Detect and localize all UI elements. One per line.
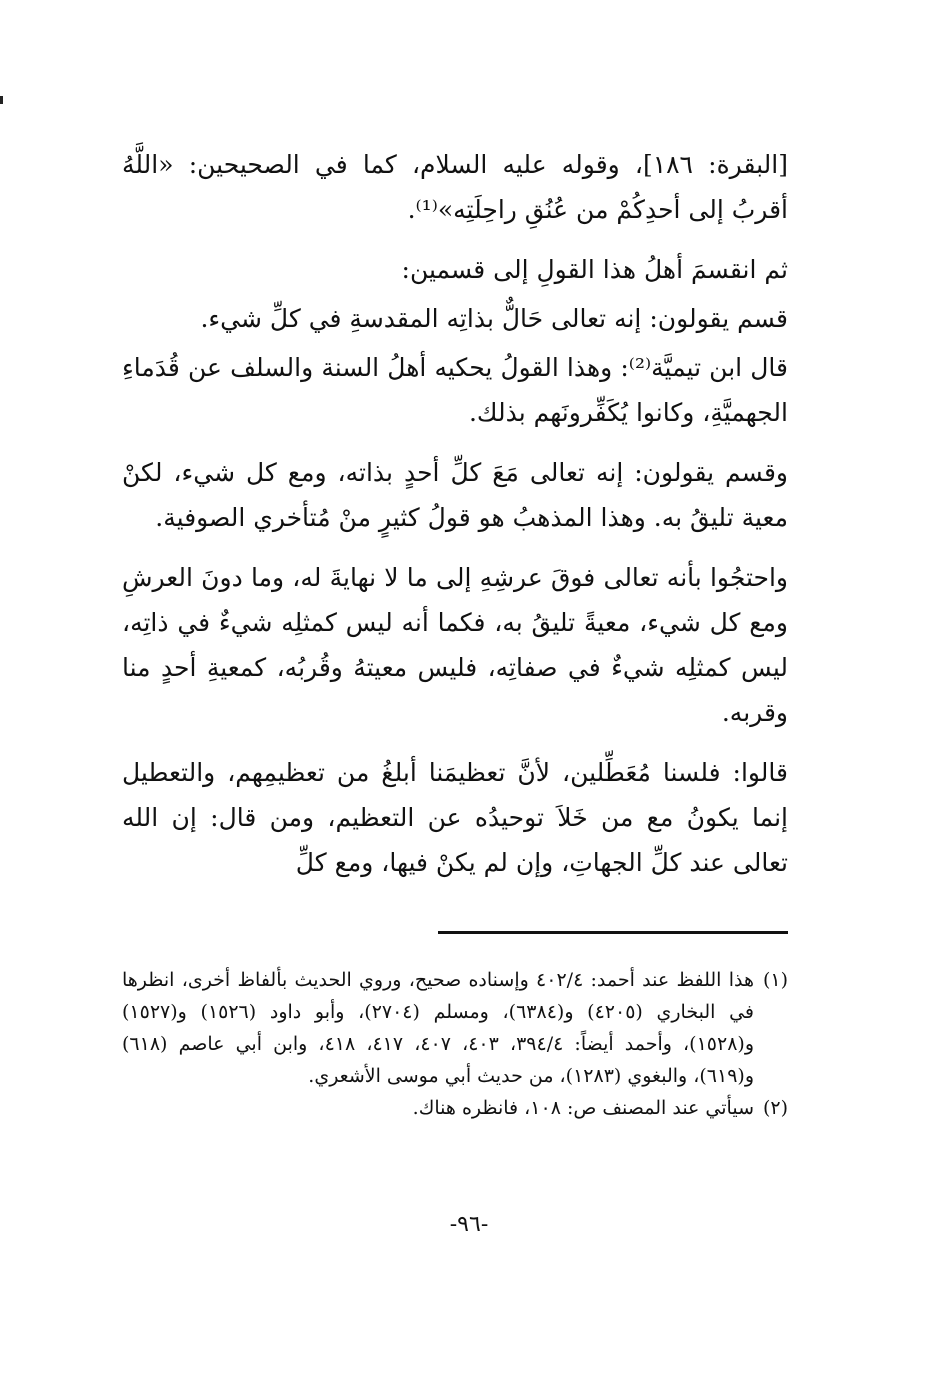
footnote-divider [438, 931, 788, 934]
main-text [122, 142, 788, 900]
footnote-text: سيأتي عند المصنف ص: ١٠٨، فانظره هناك. [412, 1097, 754, 1119]
scan-mark [0, 96, 3, 104]
paragraph-5: وقسم يقولون: إنه تعالى مَعَ كلِّ أحدٍ بذاته، ومع كل شيء، لكنْ معية تليقُ به. وهذا المذهبُ هو قولُ كثيرٍ منْ مُتأخري الصوفية. [122, 458, 788, 532]
footnote-1 [122, 964, 788, 1092]
paragraph-6: واحتجُوا بأنه تعالى فوقَ عرشِهِ إلى ما لا نهايةَ له، وما دونَ العرشِ ومع كل شيء، معيةً تليقُ به، فكما أنه ليس كمثلِه شيءٌ في ذاتِه، ليس كمثلِه شيءٌ في صفاتِه، فليس معيتهُ وقُربُه، كمعيةِ أحدٍ منا وقربه. [122, 563, 788, 727]
paragraph-2: ثم انقسمَ أهلُ هذا القولِ إلى قسمين: [401, 255, 788, 284]
paragraph-7: قالوا: فلسنا مُعَطِّلين، لأنَّ تعظيمَنا أبلغُ من تعظيمِهم، والتعطيل إنما يكونُ مع من خَلاَ توحيدُه عن التعظيم، ومن قال: إن الله تعالى عند كلِّ الجهاتِ، وإن لم يكنْ فيها، ومع كلِّ [122, 758, 788, 877]
footnote-text: هذا اللفظ عند أحمد: ٤٠٢/٤ وإسناده صحيح، وروي الحديث بألفاظ أخرى، انظرها في البخاري (٤٢٠٥) و(٦٣٨٤)، ومسلم (٢٧٠٤)، وأبو داود (١٥٢٦) و(١٥٢٧) و(١٥٢٨)، وأحمد أيضاً: ٣٩٤/٤، ٤٠٣، ٤٠٧، ٤١٧، ٤١٨، وابن أبي عاصم (٦١٨) و(٦١٩)، والبغوي (١٢٨٣)، من حديث أبي موسى الأشعري. [122, 969, 755, 1087]
footnotes [122, 964, 788, 1124]
paragraph-3: قسم يقولون: إنه تعالى حَالٌّ بذاتِه المقدسةِ في كلِّ شيء. [200, 304, 788, 333]
footnote-2 [122, 1092, 788, 1124]
footnote-number: (١) [762, 969, 788, 991]
paragraph-4: قال ابن تيميَّة⁽²⁾: وهذا القولُ يحكيه أهلُ السنة والسلف عن قُدَماءِ الجهميَّةِ، وكانوا يُكَفِّرونَهم بذلك. [122, 353, 788, 427]
paragraph-1: [البقرة: ١٨٦]، وقوله عليه السلام، كما في الصحيحين: «اللَّهُ أقربُ إلى أحدِكُمْ من عُنُقِ راحِلَتِه»⁽¹⁾. [122, 150, 788, 224]
page-number: -٩٦- [449, 1212, 489, 1237]
footnote-number: (٢) [762, 1097, 788, 1119]
